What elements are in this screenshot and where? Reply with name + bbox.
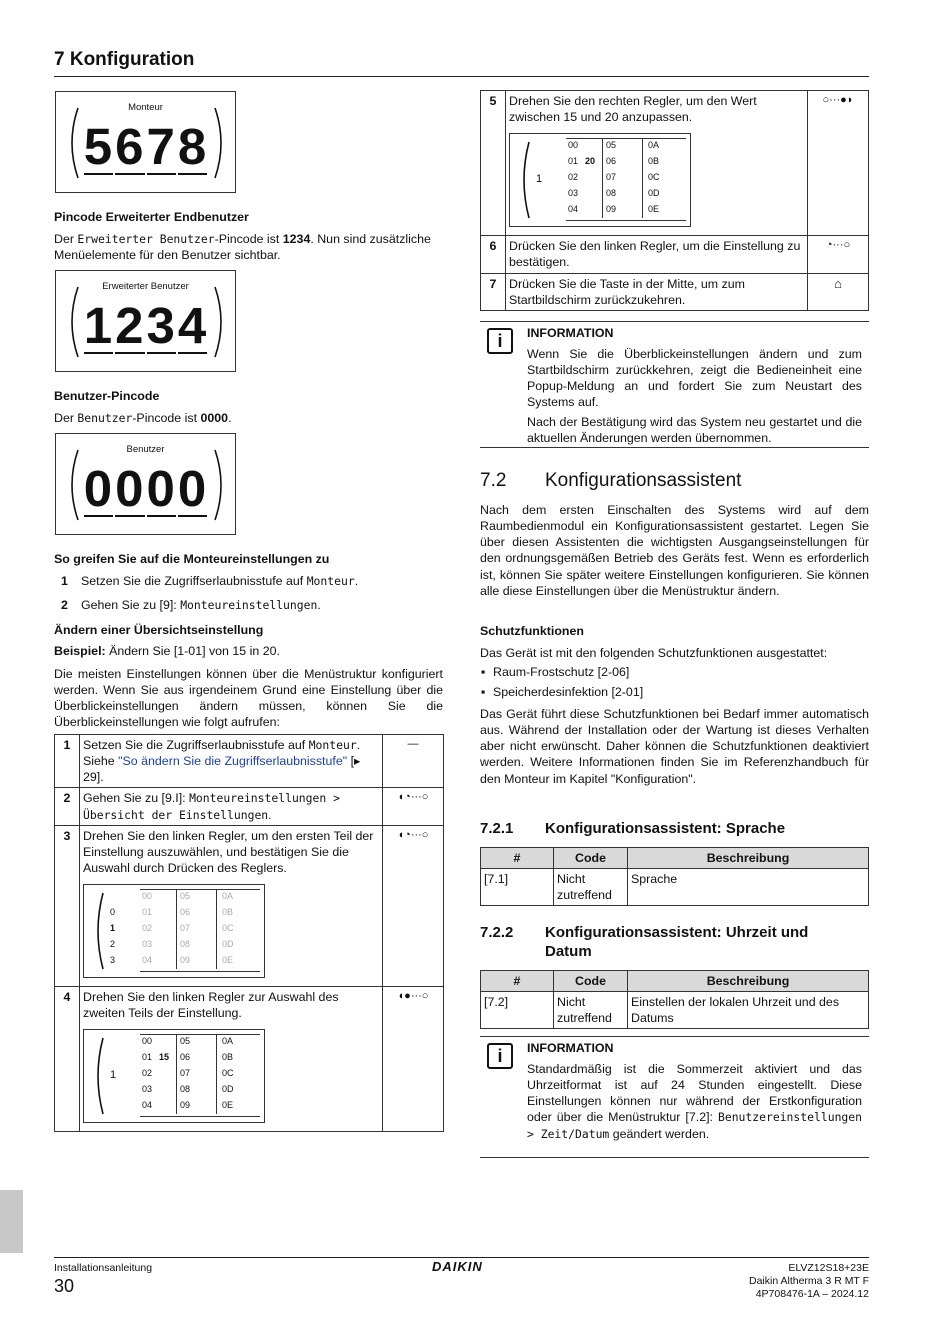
grid-cell: 0C <box>222 1068 234 1079</box>
knob-bracket-icon <box>92 891 106 971</box>
grid-index: 0 <box>110 907 116 917</box>
grid-cell: 0B <box>222 907 234 917</box>
grid-index: 3 <box>110 955 116 965</box>
grid-cell: 01 <box>142 907 153 917</box>
footer-docnum: 4P708476-1A – 2024.12 <box>755 1288 869 1300</box>
grid-cell: 09 <box>180 955 191 965</box>
subsection-number: 7.2.2 <box>480 924 514 941</box>
home-icon: ⌂ <box>834 275 842 291</box>
grid-divider <box>140 889 260 890</box>
table-cell: [7.2] <box>481 992 554 1029</box>
access-step-1-text: Setzen Sie die Zugriffserlaubnisstufe auf Monteur. <box>81 574 359 588</box>
step-row <box>481 91 869 236</box>
example-text: Beispiel: Ändern Sie [1-01] von 15 in 20. <box>54 644 280 658</box>
grid-cell: 0D <box>222 939 234 949</box>
access-step-2-text: Gehen Sie zu [9]: Monteureinstellungen. <box>81 598 321 612</box>
grid-cell: 0B <box>222 1052 234 1063</box>
protect-item: Raum-Frostschutz [2-06] <box>493 665 630 679</box>
subsection-title-cont: Datum <box>545 943 592 960</box>
step-row <box>55 987 444 1132</box>
grid-cell: 05 <box>606 140 617 151</box>
grid-cell: 0D <box>222 1084 234 1095</box>
grid-cell: 0B <box>648 156 660 167</box>
grid-cell: 03 <box>142 939 153 949</box>
footer-rule <box>54 1257 869 1258</box>
grid-cell: 0E <box>648 204 660 215</box>
step-num: 6 <box>481 236 506 273</box>
protect-item: Speicherdesinfektion [2-01] <box>493 685 644 699</box>
step-num: 4 <box>55 987 80 1132</box>
pin-ext-text: Der Erweiterter Benutzer-Pincode ist 1234. Nun sind zusätzliche Menüelemente für den Benutzer sichtbar. <box>54 232 431 263</box>
pin-user-heading: Benutzer-Pincode <box>54 389 160 403</box>
grid-cell: 01 <box>142 1052 153 1063</box>
grid-value: 20 <box>585 156 596 167</box>
grid-cell: 00 <box>568 140 579 151</box>
pin-user-text: Der Benutzer-Pincode ist 0000. <box>54 411 232 425</box>
information-icon: i <box>487 1043 513 1069</box>
grid-cell: 04 <box>142 1100 153 1111</box>
step-num: 7 <box>481 273 506 310</box>
grid-divider <box>140 971 260 972</box>
pin-box-user <box>55 433 236 535</box>
intro-text: Die meisten Einstellungen können über die Menüstruktur konfiguriert werden. Wenn Sie aus irgendeinem Grund eine Einstellung über die Überblickeinstellungen ändern müssen, können Sie die Überblickeinstellungen wie folgt aufrufen: <box>54 667 443 730</box>
settings-grid <box>83 884 265 978</box>
grid-cell: 07 <box>180 1068 191 1079</box>
grid-cell: 05 <box>180 1036 191 1047</box>
grid-cell: 0C <box>648 172 660 183</box>
grid-divider <box>566 138 686 139</box>
grid-cell: 06 <box>180 907 191 917</box>
step-text: Drücken Sie die Taste in der Mitte, um zum Startbildschirm zurückzukehren. <box>506 273 808 310</box>
grid-divider <box>602 138 603 218</box>
grid-cell: 04 <box>568 204 579 215</box>
grid-cell: 02 <box>142 923 153 933</box>
grid-cell: 07 <box>180 923 191 933</box>
access-heading: So greifen Sie auf die Monteureinstellungen zu <box>54 552 330 566</box>
bullet: ▪ <box>481 665 486 679</box>
access-step-2: 2 <box>61 598 68 612</box>
step-num: 3 <box>55 825 80 986</box>
subsection-title: Konfigurationsassistent: Sprache <box>545 820 786 837</box>
step-row <box>55 735 444 788</box>
grid-cell: 0E <box>222 1100 234 1111</box>
pin-digits: 5678 <box>83 118 208 175</box>
left-knob-press-then-dial-icon: ◖◔···○ <box>397 828 429 841</box>
step-text: Drücken Sie den linken Regler, um die Einstellung zu bestätigen. <box>506 236 808 273</box>
page-title: 7 Konfiguration <box>54 49 195 70</box>
knob-bracket-icon <box>92 1036 106 1116</box>
footer-doc-type: Installationsanleitung <box>54 1262 153 1274</box>
left-knob-turn-icon: ◖●···○ <box>397 990 429 1002</box>
chapter-tab <box>0 1190 23 1253</box>
step-text: Drehen Sie den rechten Regler, um den Wert zwischen 15 und 20 anzupassen. 1 00 01 02 03 04 05 06 07 08 09 0A 0B 0C 0D 0E 20 <box>506 91 808 236</box>
grid-divider <box>642 138 643 218</box>
col-header: Code <box>554 848 628 869</box>
brand-logo: DAIKIN <box>432 1259 483 1274</box>
step-row <box>55 788 444 825</box>
grid-cell: 09 <box>606 204 617 215</box>
grid-cell: 09 <box>180 1100 191 1111</box>
grid-divider <box>140 1034 260 1035</box>
grid-cell: 02 <box>568 172 579 183</box>
settings-grid <box>83 1029 265 1123</box>
step-row <box>481 273 869 310</box>
knob-bracket-icon <box>518 140 532 220</box>
info-heading: INFORMATION <box>527 1041 614 1055</box>
grid-cell: 02 <box>142 1068 153 1079</box>
grid-cell: 05 <box>180 891 191 901</box>
grid-cell: 06 <box>180 1052 191 1063</box>
table-row <box>481 869 869 906</box>
table-cell: Einstellen der lokalen Uhrzeit und des Datums <box>628 992 869 1029</box>
col-header: Beschreibung <box>628 971 869 992</box>
grid-cell: 0A <box>648 140 660 151</box>
pin-digits: 1234 <box>83 297 208 354</box>
page-number: 30 <box>54 1276 75 1296</box>
grid-value: 15 <box>159 1052 170 1063</box>
grid-cell: 08 <box>180 1084 191 1095</box>
title-rule <box>54 76 869 77</box>
grid-cell: 08 <box>606 188 617 199</box>
information-icon: i <box>487 328 513 354</box>
step-text: Drehen Sie den linken Regler zur Auswahl des zweiten Teils der Einstellung. 1 00 01 02 03 04 05 06 07 08 09 0A 0B 0C 0D 0E 15 <box>80 987 383 1132</box>
table-cell: [7.1] <box>481 869 554 906</box>
grid-divider <box>216 1034 217 1114</box>
protect-intro: Das Gerät ist mit den folgenden Schutzfunktionen ausgestattet: <box>480 646 828 660</box>
grid-cell: 0E <box>222 955 234 965</box>
settings-grid <box>509 133 691 227</box>
grid-divider <box>566 220 686 221</box>
page-ref-arrow-icon: ▸ <box>354 754 361 769</box>
grid-cell: 00 <box>142 1036 153 1047</box>
grid-cell: 00 <box>142 891 153 901</box>
info-text: Wenn Sie die Überblickeinstellungen ändern und zum Startbildschirm zurückkehren, zeigt die Bedieneinheit eine Popup-Meldung an und fordert Sie zum Neustart des Systems auf. <box>527 347 862 410</box>
pin-label: Erweiterter Benutzer <box>102 281 189 292</box>
section-text: Nach dem ersten Einschalten des Systems wird auf dem Raumbedienmodul ein Konfigurationsassistent gestartet. Legen Sie über diesen Assistenten die wichtigsten Ausgangseinstellungen für den ordnungsgemäßen Betrieb des Geräts fest. Wenn es erforderlich ist, können Sie später weitere Einstellungen konfigurieren. Sie können alle diese Einstellungen über die Menüstruktur ändern. <box>480 503 869 598</box>
grid-index: 1 <box>110 1069 117 1082</box>
left-knob-press-then-dial-icon: ◖◔···○ <box>397 791 429 804</box>
step-text: Setzen Sie die Zugriffserlaubnisstufe auf Monteur. Siehe "So ändern Sie die Zugriffserlaubnisstufe" [▸ 29]. <box>80 735 383 788</box>
section-number: 7.2 <box>480 470 507 491</box>
step-text: Gehen Sie zu [9.I]: Monteureinstellungen > Übersicht der Einstellungen. <box>80 788 383 825</box>
grid-divider <box>216 889 217 969</box>
subsection-title: Konfigurationsassistent: Uhrzeit und <box>545 924 809 941</box>
grid-divider <box>176 889 177 969</box>
step-row <box>55 825 444 986</box>
col-header: # <box>481 971 554 992</box>
table-cell: Nicht zutreffend <box>554 869 628 906</box>
step-num: 5 <box>481 91 506 236</box>
access-level-link[interactable]: "So ändern Sie die Zugriffserlaubnisstufe" <box>118 754 348 769</box>
pin-ext-heading: Pincode Erweiterter Endbenutzer <box>54 210 249 224</box>
protect-heading: Schutzfunktionen <box>480 624 584 638</box>
step-icon-dash: — <box>383 735 444 788</box>
info-text: Standardmäßig ist die Sommerzeit aktiviert und das Uhrzeitformat ist auf 24 Stunden eingestellt. Diese Einstellungen können nur während der Erstkonfiguration oder über die Menüstruktur [7.2]: Benutzereinstellungen > Zeit/Datum geändert werden. <box>527 1062 862 1141</box>
info-heading: INFORMATION <box>527 326 614 340</box>
step-num: 1 <box>55 735 80 788</box>
table-row <box>481 992 869 1029</box>
table-header <box>481 848 869 869</box>
step-text: Drehen Sie den linken Regler, um den ersten Teil der Einstellung auszuwählen, und bestätigen Sie die Auswahl durch Drücken des Reglers. 0 1 2 3 00 01 02 03 04 05 06 07 08 09 0A 0B 0C 0D 0E <box>80 825 383 986</box>
footer-product: Daikin Altherma 3 R MT F <box>748 1275 869 1287</box>
pin-label: Monteur <box>128 102 163 113</box>
grid-cell: 04 <box>142 955 153 965</box>
grid-divider <box>140 1116 260 1117</box>
bullet: ▪ <box>481 685 486 699</box>
info-box-2 <box>480 1036 869 1158</box>
pin-box-extended-user <box>55 270 236 372</box>
pin-digits: 0000 <box>83 460 208 517</box>
grid-index: 1 <box>110 923 116 933</box>
steps-table-right <box>480 90 869 311</box>
grid-cell: 03 <box>142 1084 153 1095</box>
grid-cell: 07 <box>606 172 617 183</box>
section-title: Konfigurationsassistent <box>545 470 742 491</box>
grid-cell: 01 <box>568 156 579 167</box>
grid-index: 2 <box>110 939 116 949</box>
steps-table-left <box>54 734 444 1132</box>
ref-table-time-date <box>480 970 869 1029</box>
pin-label: Benutzer <box>126 444 165 455</box>
change-heading: Ändern einer Übersichtseinstellung <box>54 623 264 637</box>
info-text: Nach der Bestätigung wird das System neu gestartet und die aktuellen Änderungen werden übernommen. <box>527 415 862 446</box>
grid-cell: 0C <box>222 923 234 933</box>
info-box-1 <box>480 321 869 448</box>
table-cell: Sprache <box>628 869 869 906</box>
table-header <box>481 971 869 992</box>
grid-cell: 0A <box>222 1036 234 1047</box>
pin-box-installer <box>55 91 236 193</box>
protect-text: Das Gerät führt diese Schutzfunktionen bei Bedarf immer automatisch aus. Während der Installation oder der Wartung ist dieses Verhalten aber nicht erwünscht. Daher können die Schutzfunktionen deaktiviert werden. Weitere Informationen finden Sie im Referenzhandbuch für den Monteur im Kapitel "Konfiguration". <box>480 707 869 786</box>
grid-divider <box>176 1034 177 1114</box>
step-num: 2 <box>55 788 80 825</box>
grid-cell: 06 <box>606 156 617 167</box>
left-knob-press-icon: ◔···○ <box>825 239 851 252</box>
col-header: # <box>481 848 554 869</box>
footer-model: ELVZ12S18+23E <box>788 1262 869 1274</box>
grid-cell: 0D <box>648 188 660 199</box>
grid-index: 1 <box>536 173 543 186</box>
grid-cell: 03 <box>568 188 579 199</box>
col-header: Code <box>554 971 628 992</box>
grid-cell: 08 <box>180 939 191 949</box>
access-step-1: 1 <box>61 574 68 588</box>
grid-cell: 0A <box>222 891 234 901</box>
col-header: Beschreibung <box>628 848 869 869</box>
right-knob-turn-icon: ○···●◗ <box>822 94 854 106</box>
table-cell: Nicht zutreffend <box>554 992 628 1029</box>
ref-table-language <box>480 847 869 906</box>
subsection-number: 7.2.1 <box>480 820 514 837</box>
step-row <box>481 236 869 273</box>
